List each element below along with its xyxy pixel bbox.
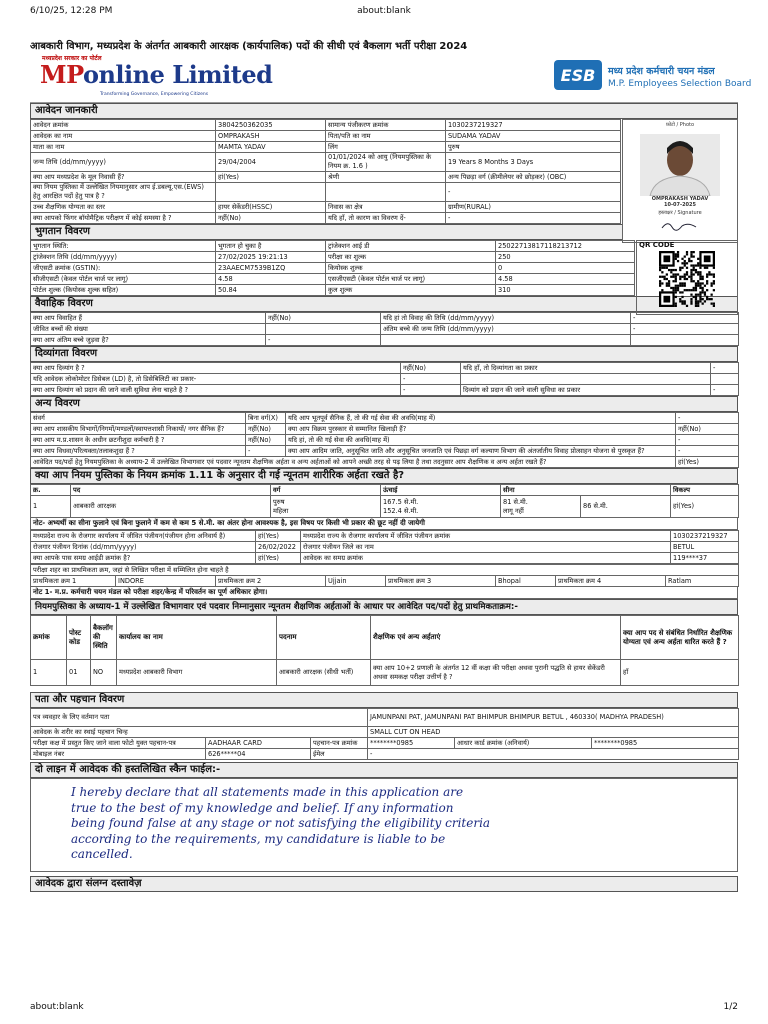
marital-label: यदि हां तो विवाह की तिथि (dd/mm/yyyy) bbox=[381, 313, 631, 324]
application-value bbox=[216, 183, 326, 202]
employment-label: क्या आपके पास समग्र आईडी क्रमांक है? bbox=[31, 553, 256, 564]
section-eligibility: नियमपुस्तिका के अध्याय-1 में उल्लेखित विभागवार एवं पदवार निम्नानुसार न्यूनतम शैक्षणिक अर्हताओं के आधार पर आवेदित पद/पदों हेतु प्राथमिकताक्रम:- bbox=[30, 599, 738, 615]
application-row bbox=[31, 153, 621, 172]
marital-value bbox=[631, 335, 739, 346]
employment-value: 26/02/2022 bbox=[256, 542, 301, 553]
payment-label: जीएसटी क्रमांक (GSTIN): bbox=[31, 263, 216, 274]
application-value: हां(Yes) bbox=[216, 172, 326, 183]
application-label: यदि हाँ, तो कारण का विवरण दें- bbox=[326, 213, 446, 224]
marital-row bbox=[31, 313, 739, 324]
eligibility-header: कार्यालय का नाम bbox=[117, 616, 277, 660]
employment-row bbox=[31, 531, 739, 542]
disability-value: - bbox=[711, 363, 739, 374]
application-label: क्या आपको फिंगर बॉयोमैट्रिक परीक्षण में कोई समस्या है ? bbox=[31, 213, 216, 224]
other-row bbox=[31, 457, 739, 468]
eligibility-table bbox=[30, 615, 739, 686]
disability-value: - bbox=[401, 374, 461, 385]
other-label: आवेदित पद/पदों हेतु नियमपुस्तिका के अध्याय-2 में उल्लेखित विभागवार एवं पदवार न्यूनतम शैक्षणिक अर्हता व अन्य अर्हताओं को आपने अच्छी तरह से पढ़ लिया है तथा तदनुसार आप शैक्षणिक व अन्य अर्हता रखते हैं? bbox=[31, 457, 676, 468]
application-label: श्रेणी bbox=[326, 172, 446, 183]
eligibility-cell: 1 bbox=[31, 660, 67, 686]
marital-label: क्या आप विवाहित हैं bbox=[31, 313, 266, 324]
application-row bbox=[31, 142, 621, 153]
application-label: क्या नियम पुस्तिका में उल्लेखित नियमानुसार आप ई.डबल्यू.एस.(EWS) हेतु आरक्षित पदों हेतु पात्र है ? bbox=[31, 183, 216, 202]
other-table bbox=[30, 412, 739, 468]
other-label: क्या आप विक्रम पुरस्कार से सम्मानित खिलाड़ी हैं? bbox=[286, 424, 676, 435]
application-row bbox=[31, 120, 621, 131]
payment-label: पोर्टल शुल्क (कियोस्क शुल्क सहित) bbox=[31, 285, 216, 296]
marital-value: नहीं(No) bbox=[266, 313, 381, 324]
payment-value: 50.84 bbox=[216, 285, 326, 296]
payment-value: 25022713817118213712 bbox=[496, 241, 635, 252]
applicant-photo bbox=[640, 134, 720, 196]
eligibility-header: शैक्षणिक एवं अन्य अर्हताएं bbox=[371, 616, 621, 660]
application-label: जन्म तिथि (dd/mm/yyyy) bbox=[31, 153, 216, 172]
disability-label: क्या आप दिव्यांग को प्रदान की जाने वाली सुविधा लेना चाहते है ? bbox=[31, 385, 401, 396]
section-address: पता और पहचान विवरण bbox=[30, 692, 738, 708]
application-value: MAMTA YADAV bbox=[216, 142, 326, 153]
disability-label: दिव्यांग को प्रदान की जाने वाली सुविधा का प्रकार bbox=[461, 385, 711, 396]
print-url: about:blank bbox=[357, 6, 411, 16]
payment-label: कियोस्क शुल्क bbox=[326, 263, 496, 274]
center-city: Bhopal bbox=[496, 576, 556, 587]
employment-label: मध्यप्रदेश राज्य के रोजगार कार्यालय में जीवित पंजीयन(पंजीयन होना अनिवार्य है) bbox=[31, 531, 256, 542]
application-row bbox=[31, 172, 621, 183]
employment-row bbox=[31, 542, 739, 553]
application-label: आवेदक का नाम bbox=[31, 131, 216, 142]
application-document bbox=[30, 38, 752, 892]
page-number: 1/2 bbox=[723, 1002, 738, 1012]
application-label: उच्च शैक्षणिक योग्यता का स्तर bbox=[31, 202, 216, 213]
payment-value: 310 bbox=[496, 285, 635, 296]
payment-label: एसजीएसटी (केवल पोर्टल चार्ज पर लागू) bbox=[326, 274, 496, 285]
application-value: 19 Years 8 Months 3 Days bbox=[446, 153, 621, 172]
application-value: OMPRAKASH bbox=[216, 131, 326, 142]
payment-value: 250 bbox=[496, 252, 635, 263]
employment-label: आवेदक का समग्र क्रमांक bbox=[301, 553, 671, 564]
other-label: क्या आप विधवा/परित्यक्ता/तलाकशुदा हैं ? bbox=[31, 446, 246, 457]
marital-label: अंतिम बच्चे की जन्म तिथि (dd/mm/yyyy) bbox=[381, 324, 631, 335]
payment-value: 23AAECM7539B1ZQ bbox=[216, 263, 326, 274]
eligibility-cell: NO bbox=[91, 660, 117, 686]
application-value: 1030237219327 bbox=[446, 120, 621, 131]
application-row bbox=[31, 213, 621, 224]
payment-label: ट्रांजेक्शन तिथि (dd/mm/yyyy) bbox=[31, 252, 216, 263]
other-row bbox=[31, 435, 739, 446]
other-label: क्या आप म.प्र.शासन के अधीन छटनीशुदा कर्मचारी है ? bbox=[31, 435, 246, 446]
marital-value: - bbox=[266, 335, 381, 346]
center-priority-label: प्राथमिकता क्रम 4 bbox=[556, 576, 666, 587]
disability-label: क्या आप दिव्यांग है ? bbox=[31, 363, 401, 374]
section-physical: क्या आप नियम पुस्तिका के नियम क्रमांक 1.11 के अनुसार दी गई न्यूनतम शारीरिक अर्हता रखते है? bbox=[30, 468, 738, 484]
application-label: लिंग bbox=[326, 142, 446, 153]
payment-value: 4.58 bbox=[496, 274, 635, 285]
disability-label: यदि आवेदक लोकोमोटर डिसेबल (LD) है, तो डिसेबिलिटी का प्रकार- bbox=[31, 374, 401, 385]
payment-label: सीजीएसटी (केवल पोर्टल चार्ज पर लागू) bbox=[31, 274, 216, 285]
section-other: अन्य विवरण bbox=[30, 396, 738, 412]
payment-label: कुल शुल्क bbox=[326, 285, 496, 296]
center-city: Ratlam bbox=[666, 576, 739, 587]
eligibility-cell: हाँ bbox=[621, 660, 739, 686]
payment-value: भुगतान हो चुका है bbox=[216, 241, 326, 252]
other-value: नहीं(No) bbox=[676, 424, 739, 435]
payment-label: भुगतान स्थिति: bbox=[31, 241, 216, 252]
application-label: माता का नाम bbox=[31, 142, 216, 153]
browser-header bbox=[30, 6, 738, 20]
address-table: पत्र व्यवहार के लिए वर्तमान पता JAMUNPANI PAT, JAMUNPANI PAT BHIMPUR BHIMPUR BETUL , 460330( MADHYA PRADESH) आवेदक के शरीर का स्थाई पहचान चिन्ह SMALL CUT ON HEAD परीक्षा कक्ष में प्रस्तुत किए जाने वाला फोटो युक्त पहचान-पत्र AADHAAR CARD पहचान-पत्र क्रमांक ********0985 आधार कार्ड क्रमांक (अनिवार्य) ********0985 मोबाइल नंबर 626*****04 ईमेल - bbox=[30, 708, 739, 760]
application-value: - bbox=[446, 213, 621, 224]
handwritten-declaration bbox=[30, 778, 738, 872]
application-value: ग्रामीण(RURAL) bbox=[446, 202, 621, 213]
application-value: पुरुष bbox=[446, 142, 621, 153]
application-label bbox=[326, 183, 446, 202]
footer-url: about:blank bbox=[30, 1002, 84, 1012]
disability-label bbox=[461, 374, 711, 385]
other-value: हां(Yes) bbox=[676, 457, 739, 468]
payment-value: 0 bbox=[496, 263, 635, 274]
marital-value bbox=[266, 324, 381, 335]
payment-label: ट्रांजेक्शन आई डी bbox=[326, 241, 496, 252]
eligibility-header: पोस्ट कोड bbox=[67, 616, 91, 660]
employment-value: BETUL bbox=[671, 542, 739, 553]
other-label: संवर्ग bbox=[31, 413, 246, 424]
payment-value: 27/02/2025 19:21:13 bbox=[216, 252, 326, 263]
marital-row bbox=[31, 324, 739, 335]
marital-value: - bbox=[631, 313, 739, 324]
marital-label: क्या आप अंतिम बच्चे जुड़वा है? bbox=[31, 335, 266, 346]
employment-label: रोजगार पंजीयन जिले का नाम bbox=[301, 542, 671, 553]
other-value: - bbox=[246, 446, 286, 457]
other-label: यदि हां, तो की गई सेवा की अवधि(माह में) bbox=[286, 435, 676, 446]
eligibility-cell: मध्यप्रदेश आबकारी विभाग bbox=[117, 660, 277, 686]
application-value: हायर सेकेंडरी(HSSC) bbox=[216, 202, 326, 213]
disability-table bbox=[30, 362, 739, 396]
payment-row bbox=[31, 241, 635, 252]
qr-code bbox=[659, 251, 715, 307]
section-marital: वैवाहिक विवरण bbox=[30, 296, 738, 312]
payment-row bbox=[31, 285, 635, 296]
application-row bbox=[31, 131, 621, 142]
eligibility-cell: क्या आप 10+2 प्रणाली के अंतर्गत 12 वीं कक्षा की परीक्षा अथवा पुरानी पद्धति से हायर सेकेंडरी अथवा समकक्ष परीक्षा उत्तीर्ण है ? bbox=[371, 660, 621, 686]
section-payment: भुगतान विवरण bbox=[30, 224, 738, 240]
eligibility-header: क्रमांक bbox=[31, 616, 67, 660]
disability-row bbox=[31, 385, 739, 396]
disability-value bbox=[711, 374, 739, 385]
other-label: क्या आप आदिम जाति, अनुसूचित जाति और अनुसूचित जनजाति एवं पिछड़ा वर्ग कल्याण विभाग की अंतर्जातीय विवाह प्रोत्साहन योजना से पुरस्कृत हैं? bbox=[286, 446, 676, 457]
qr-code-box: QR CODE bbox=[636, 240, 738, 315]
other-value: नहीं(No) bbox=[246, 435, 286, 446]
esb-logo: ESB मध्य प्रदेश कर्मचारी चयन मंडल M.P. Employees Selection Board bbox=[554, 58, 734, 96]
payment-table bbox=[30, 240, 635, 296]
payment-row bbox=[31, 252, 635, 263]
application-label: पिता/पति का नाम bbox=[326, 131, 446, 142]
photo-box: फ़ोटो / Photo OMPRAKASH YADAV 10-07-2025 हस्ताक्षर / Signature bbox=[622, 119, 738, 243]
employment-label: मध्यप्रदेश राज्य के रोजगार कार्यालय में जीवित पंजीयन क्रमांक bbox=[301, 531, 671, 542]
employment-value: 1030237219327 bbox=[671, 531, 739, 542]
section-disability: दिव्यांगता विवरण bbox=[30, 346, 738, 362]
eligibility-header: पदनाम bbox=[277, 616, 371, 660]
marital-label: जीवित बच्चों की संख्या bbox=[31, 324, 266, 335]
page-title: आबकारी विभाग, मध्यप्रदेश के अंतर्गत आबकारी आरक्षक (कार्यपालिक) पदों की सीधी एवं बैकलाग भर्ती परीक्षा 2024 bbox=[30, 41, 468, 52]
application-row bbox=[31, 183, 621, 202]
application-value: अन्य पिछड़ा वर्ग (क्रीमीलेयर को छोड़कर) (OBC) bbox=[446, 172, 621, 183]
other-value: - bbox=[676, 446, 739, 457]
centers-table: परीक्षा शहर का प्राथमिकता क्रम, जहां से लिखित परीक्षा में सम्मिलित होना चाहते है प्राथमिकता क्रम 1 INDORE प्राथमिकता क्रम 2 Ujjain प्राथमिकता क्रम 3 Bhopal प्राथमिकता क्रम 4 Ratlam bbox=[30, 564, 739, 587]
other-value: - bbox=[676, 435, 739, 446]
employment-table bbox=[30, 530, 739, 564]
payment-label: परीक्षा का शुल्क bbox=[326, 252, 496, 263]
other-value: नहीं(No) bbox=[246, 424, 286, 435]
other-row bbox=[31, 446, 739, 457]
application-value: - bbox=[446, 183, 621, 202]
other-label: यदि आप भूतपूर्व सैनिक हैं, तो की गई सेवा की अवधि(माह में) bbox=[286, 413, 676, 424]
other-value: - bbox=[676, 413, 739, 424]
application-label: सामान्य पंजीकरण क्रमांक bbox=[326, 120, 446, 131]
marital-value: - bbox=[631, 324, 739, 335]
section-application: आवेदन जानकारी bbox=[30, 103, 738, 119]
application-value: 29/04/2004 bbox=[216, 153, 326, 172]
center-city: INDORE bbox=[116, 576, 216, 587]
center-city: Ujjain bbox=[326, 576, 386, 587]
payment-row bbox=[31, 274, 635, 285]
physical-note: नोट- अभ्यर्थी का सीना फुलाने एवं बिना फुलाने में कम से कम 5 से.मी. का अंतर होना आवश्यक है, इस विषय पर किसी भी प्रकार की छूट नहीं दी जायेगी bbox=[30, 518, 738, 530]
marital-row bbox=[31, 335, 739, 346]
payment-row bbox=[31, 263, 635, 274]
other-row bbox=[31, 424, 739, 435]
other-label: क्या आप शासकीय विभागों/निगमों/मण्डलों/स्वायत्तशासी निकायों/ नगर सैनिक हैं? bbox=[31, 424, 246, 435]
application-label: आवेदन क्रमांक bbox=[31, 120, 216, 131]
application-row bbox=[31, 202, 621, 213]
logo-bar: मध्यप्रदेश सरकार का पोर्टल MPonline Limited Transforming Governance, Empowering Citizens ESB मध्य प्रदेश कर्मचारी चयन मंडल M.P. Employees Selection Board bbox=[30, 52, 738, 103]
application-value: 3804250362035 bbox=[216, 120, 326, 131]
application-label: निवास का क्षेत्र bbox=[326, 202, 446, 213]
application-value: नहीं(No) bbox=[216, 213, 326, 224]
eligibility-header: बैकलॉग की स्थिति bbox=[91, 616, 117, 660]
disability-value: - bbox=[711, 385, 739, 396]
physical-table: क्र. पद वर्ग ऊंचाई सीना विकल्प 1 आबकारी आरक्षक पुरुष महिला 167.5 से.मी. 152.4 से.मी. 81 से.मी. लागू नहीं 86 से.मी. हां(Yes) bbox=[30, 484, 739, 518]
eligibility-header: क्या आप पद से संबंधित निर्धारित शैक्षणिक योग्यता एवं अन्य अर्हता धारित करते हैं ? bbox=[621, 616, 739, 660]
other-row bbox=[31, 413, 739, 424]
disability-value: नहीं(No) bbox=[401, 363, 461, 374]
employment-value: हां(Yes) bbox=[256, 553, 301, 564]
application-value: SUDAMA YADAV bbox=[446, 131, 621, 142]
application-table bbox=[30, 119, 621, 224]
signature-image bbox=[660, 218, 700, 232]
employment-value: हां(Yes) bbox=[256, 531, 301, 542]
disability-label: यदि हाँ, तो दिव्यांगता का प्रकार bbox=[461, 363, 711, 374]
center-priority-label: प्राथमिकता क्रम 3 bbox=[386, 576, 496, 587]
declaration-text: I hereby declare that all statements made in this application are true to the best of my knowledge and belief. If any information being found false at any stage or not satisfying the eligibility criteria according to the requirements, my candidature is liable to be cancelled. bbox=[71, 785, 491, 861]
disability-row bbox=[31, 374, 739, 385]
section-docs: आवेदक द्वारा संलग्न दस्तावेज़ bbox=[30, 876, 738, 892]
eligibility-cell: आबकारी आरक्षक (सीधी भर्ती) bbox=[277, 660, 371, 686]
disability-value: - bbox=[401, 385, 461, 396]
application-label: 01/01/2024 को आयु (नियमपुस्तिका के नियम क्र. 1.6 ) bbox=[326, 153, 446, 172]
marital-table bbox=[30, 312, 739, 346]
other-value: बिना वर्ग(X) bbox=[246, 413, 286, 424]
browser-footer bbox=[30, 1002, 738, 1016]
center-priority-label: प्राथमिकता क्रम 1 bbox=[31, 576, 116, 587]
marital-label bbox=[381, 335, 631, 346]
section-declaration: दो लाइन में आवेदक की हस्तलिखित स्कैन फाईल:- bbox=[30, 762, 738, 778]
employment-label: रोजगार पंजीयन दिनांक (dd/mm/yyyy) bbox=[31, 542, 256, 553]
print-datetime: 6/10/25, 12:28 PM bbox=[30, 6, 113, 16]
eligibility-cell: 01 bbox=[67, 660, 91, 686]
centers-note: नोट 1- म.प्र. कर्मचारी चयन मंडल को परीक्षा शहर/केन्द्र में परिवर्तन का पूर्ण अधिकार होगा। bbox=[30, 587, 738, 599]
employment-row bbox=[31, 553, 739, 564]
employment-value: 119****37 bbox=[671, 553, 739, 564]
application-label: क्या आप मध्यप्रदेश के मूल निवासी हैं? bbox=[31, 172, 216, 183]
center-priority-label: प्राथमिकता क्रम 2 bbox=[216, 576, 326, 587]
payment-value: 4.58 bbox=[216, 274, 326, 285]
disability-row bbox=[31, 363, 739, 374]
